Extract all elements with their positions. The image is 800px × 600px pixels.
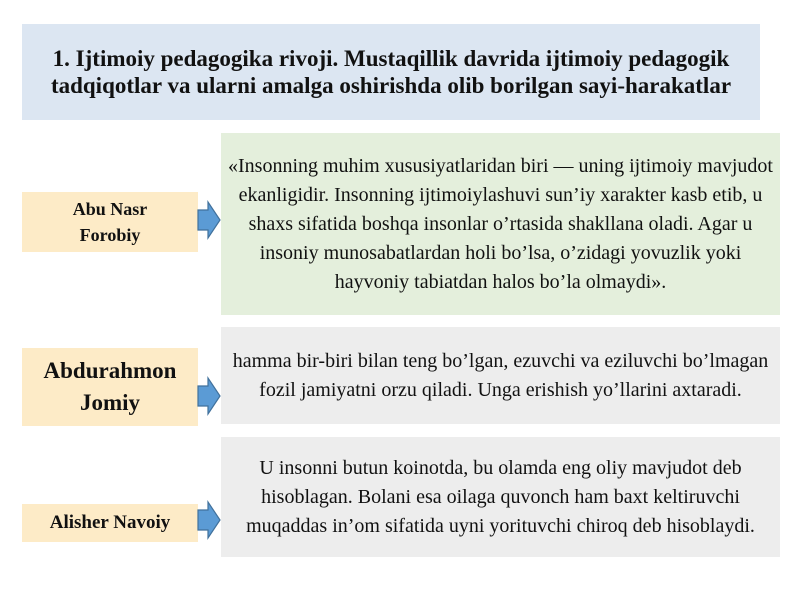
author-name: Abu Nasr Forobiy <box>72 199 148 245</box>
author-name: Alisher Navoiy <box>49 512 171 533</box>
quote-box-jomiy <box>221 327 780 424</box>
quote-box-forobiy <box>221 133 780 315</box>
quote-box-navoiy <box>221 437 780 557</box>
arrow-right-icon <box>197 376 221 416</box>
slide-title <box>22 24 760 120</box>
author-box-navoiy <box>22 504 198 542</box>
arrow-right-icon <box>197 500 221 540</box>
quote-text: U insonni butun koinotda, bu olamda eng oliy mavjudot deb hisoblagan. Bolani esa oilaga quvonch ham baxt keltiruvchi muqaddas in’om sifatida uyni yorituvchi chiroq deb hisoblaydi. <box>246 456 755 537</box>
quote-text: hamma bir-biri bilan teng bo’lgan, ezuvchi va eziluvchi bo’lmagan fozil jamiyatni orzu qiladi. Unga erishish yo’llarini axtaradi. <box>232 349 769 401</box>
slide-title-text: 1. Ijtimoiy pedagogika rivoji. Mustaqillik davrida ijtimoiy pedagogik tadqiqotlar va ularni amalga oshirishda olib borilgan sayi-harakatlar <box>50 46 732 98</box>
author-name: Abdurahmon Jomiy <box>43 358 177 415</box>
author-box-jomiy <box>22 348 198 426</box>
author-box-forobiy <box>22 192 198 252</box>
quote-text: «Insonning muhim xususiyatlaridan biri — uning ijtimoiy mavjudot ekanligidir. Insonning ijtimoiylashuvi sun’iy xarakter kasb etib, u shaxs sifatida boshqa insonlar o’rtasida shakllana oladi. Agar u insoniy munosabatlardan holi bo’lsa, o’zidagi yovuzlik yoki hayvoniy tabiatdan halos bo’la olmaydi». <box>228 154 773 293</box>
arrow-right-icon <box>197 200 221 240</box>
